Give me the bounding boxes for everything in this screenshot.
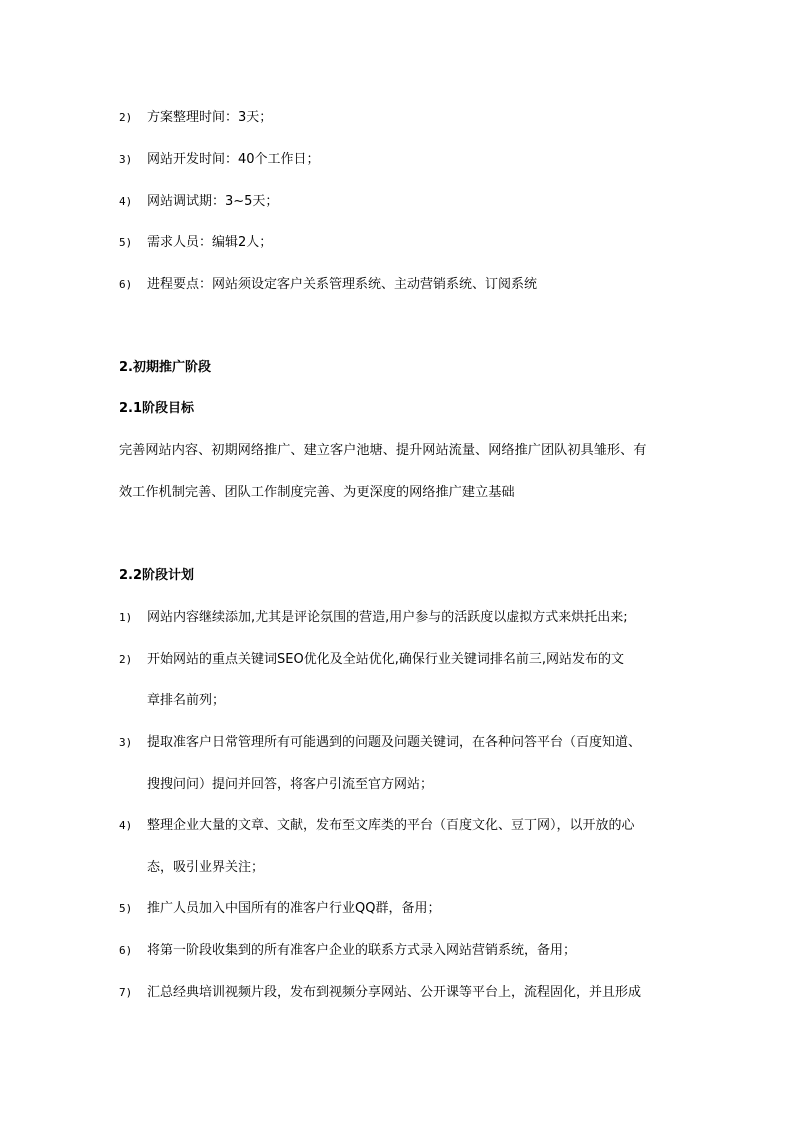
list-text: 网站开发时间：40个工作日； (147, 152, 320, 167)
list-number: 4) (119, 819, 133, 832)
list-number: 6) (119, 944, 133, 957)
list-text: 整理企业大量的文章、文献，发布至文库类的平台（百度文化、豆丁网），以开放的心 (147, 818, 635, 833)
paragraph-line: 效工作机制完善、团队工作制度完善、为更深度的网络推广建立基础 (119, 485, 515, 500)
list-text: 网站调试期：3~5天； (147, 194, 279, 209)
list-number: 1) (119, 611, 133, 624)
section-heading: 2.初期推广阶段 (119, 360, 211, 375)
subsection-heading: 2.1阶段目标 (119, 401, 195, 416)
subsection-heading: 2.2阶段计划 (119, 568, 195, 583)
list-number: 5) (119, 902, 133, 915)
list-text: 汇总经典培训视频片段，发布到视频分享网站、公开课等平台上，流程固化，并且形成 (147, 985, 642, 1000)
list-text: 将第一阶段收集到的所有准客户企业的联系方式录入网站营销系统，备用； (147, 943, 577, 958)
list-number: 3) (119, 153, 133, 166)
list-number: 6) (119, 278, 133, 291)
list-text: 方案整理时间：3天； (147, 110, 273, 125)
paragraph-line: 完善网站内容、初期网络推广、建立客户池塘、提升网站流量、网络推广团队初具雏形、有 (119, 443, 647, 458)
list-text: 网站内容继续添加,尤其是评论氛围的营造,用户参与的活跃度以虚拟方式来烘托出来; (147, 610, 628, 625)
list-text: 进程要点：网站须设定客户关系管理系统、主动营销系统、订阅系统 (147, 277, 538, 292)
list-text: 推广人员加入中国所有的准客户行业QQ群，备用； (147, 901, 441, 916)
list-number: 7) (119, 986, 133, 999)
list-text: 需求人员：编辑2人； (147, 235, 273, 250)
list-text: 开始网站的重点关键词SEO优化及全站优化,确保行业关键词排名前三,网站发布的文 (147, 652, 624, 667)
list-text-continuation: 搜搜问问）提问并回答，将客户引流至官方网站； (147, 777, 434, 792)
list-number: 5) (119, 236, 133, 249)
list-number: 2) (119, 111, 133, 124)
list-number: 2) (119, 653, 133, 666)
list-text: 提取准客户日常管理所有可能遇到的问题及问题关键词，在各种问答平台（百度知道、 (147, 735, 642, 750)
list-number: 3) (119, 736, 133, 749)
list-text-continuation: 章排名前列； (147, 693, 226, 708)
list-text-continuation: 态，吸引业界关注； (147, 860, 265, 875)
list-number: 4) (119, 195, 133, 208)
